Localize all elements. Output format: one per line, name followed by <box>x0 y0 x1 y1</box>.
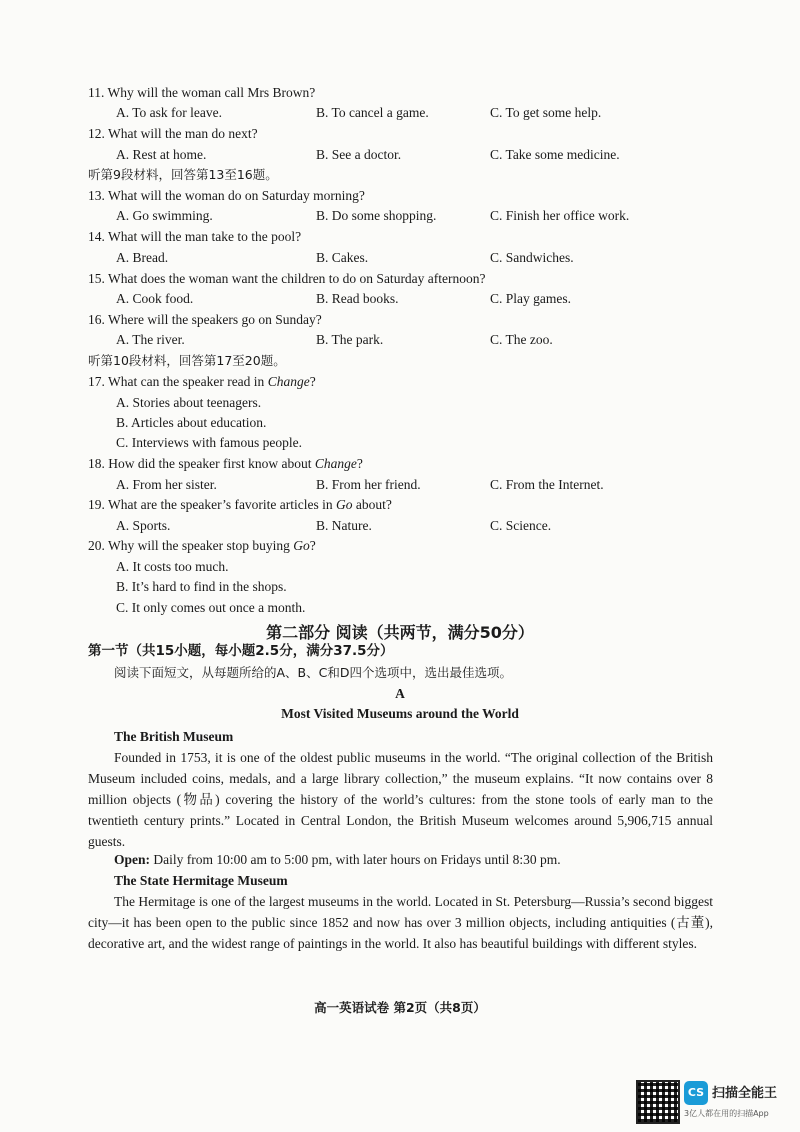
museum-2-heading: The State Hermitage Museum <box>114 873 288 888</box>
q18-option-c: C. From the Internet. <box>490 477 604 492</box>
q20-option-b: B. It’s hard to find in the shops. <box>116 579 287 594</box>
camscanner-logo-icon: CS <box>684 1081 708 1105</box>
q14-option-c: C. Sandwiches. <box>490 250 574 265</box>
opening-hours: Open: Daily from 10:00 am to 5:00 pm, with later hours on Fridays until 8:30 pm. <box>114 852 561 867</box>
scanner-app-name: 扫描全能王 <box>712 1086 778 1101</box>
question-16: 16. Where will the speakers go on Sunday? <box>88 312 322 327</box>
material-10-instruction: 听第10段材料，回答第17至20题。 <box>88 353 286 368</box>
q11-option-b: B. To cancel a game. <box>316 105 429 120</box>
question-17: 17. What can the speaker read in Change? <box>88 374 316 389</box>
q20-option-c: C. It only comes out once a month. <box>116 600 306 615</box>
museum-1-paragraph: Founded in 1753, it is one of the oldest public museums in the world. “The original collection of the British Museum included coins, medals, and a large library collection,” the museum explains. “It now contains over 8 million objects (物品) covering the history of the world’s cultures: from the stone tools of early man to the twentieth century prints.” Located in Central London, the British Museum welcomes around 5,906,715 annual guests. <box>88 750 713 849</box>
q13-option-a: A. Go swimming. <box>116 208 213 223</box>
passage-title: Most Visited Museums around the World <box>281 706 519 721</box>
q15-option-a: A. Cook food. <box>116 291 194 306</box>
q15-option-c: C. Play games. <box>490 291 571 306</box>
q13-option-c: C. Finish her office work. <box>490 208 630 223</box>
passage-letter: A <box>395 686 405 701</box>
q19-option-c: C. Science. <box>490 518 552 533</box>
q17-option-c: C. Interviews with famous people. <box>116 435 302 450</box>
material-9-instruction: 听第9段材料，回答第13至16题。 <box>88 167 278 182</box>
q12-option-b: B. See a doctor. <box>316 147 402 162</box>
question-18: 18. How did the speaker first know about Change? <box>88 456 363 471</box>
question-19: 19. What are the speaker’s favorite articles in Go about? <box>88 497 392 512</box>
question-20: 20. Why will the speaker stop buying Go? <box>88 538 316 553</box>
q18-option-a: A. From her sister. <box>116 477 217 492</box>
q14-option-b: B. Cakes. <box>316 250 369 265</box>
q19-option-b: B. Nature. <box>316 518 372 533</box>
q11-option-a: A. To ask for leave. <box>116 105 223 120</box>
section-1-heading: 第一节（共15小题，每小题2.5分，满分37.5分） <box>88 643 394 659</box>
q16-option-c: C. The zoo. <box>490 332 553 347</box>
q16-option-a: A. The river. <box>116 332 185 347</box>
qr-code-icon <box>636 1080 680 1124</box>
q16-option-b: B. The park. <box>316 332 384 347</box>
q18-option-b: B. From her friend. <box>316 477 421 492</box>
museum-1-heading: The British Museum <box>114 729 234 744</box>
reading-instruction: 阅读下面短文，从每题所给的A、B、C和D四个选项中，选出最佳选项。 <box>114 665 512 680</box>
question-14: 14. What will the man take to the pool? <box>88 229 302 244</box>
q14-option-a: A. Bread. <box>116 250 169 265</box>
q17-option-b: B. Articles about education. <box>116 415 267 430</box>
q13-option-b: B. Do some shopping. <box>316 208 437 223</box>
part-2-title: 第二部分 阅读（共两节，满分50分） <box>266 623 534 642</box>
q12-option-c: C. Take some medicine. <box>490 147 620 162</box>
q20-option-a: A. It costs too much. <box>116 559 229 574</box>
question-11: 11. Why will the woman call Mrs Brown? <box>88 85 316 100</box>
q19-option-a: A. Sports. <box>116 518 171 533</box>
q15-option-b: B. Read books. <box>316 291 399 306</box>
question-13: 13. What will the woman do on Saturday morning? <box>88 188 365 203</box>
q12-option-a: A. Rest at home. <box>116 147 207 162</box>
q11-option-c: C. To get some help. <box>490 105 602 120</box>
museum-2-paragraph: The Hermitage is one of the largest museums in the world. Located in St. Petersburg—Russia’s second biggest city—it has been open to the public since 1852 and now has over 3 million objects, including antiquities (古董), decorative art, and the widest range of paintings in the world. It also has beautiful buildings with different styles. <box>88 894 713 951</box>
question-15: 15. What does the woman want the children to do on Saturday afternoon? <box>88 271 486 286</box>
q17-option-a: A. Stories about teenagers. <box>116 395 262 410</box>
question-12: 12. What will the man do next? <box>88 126 258 141</box>
page-footer: 高一英语试卷 第2页（共8页） <box>314 1000 486 1015</box>
scanner-app-tagline: 3亿人都在用的扫描App <box>684 1109 769 1118</box>
